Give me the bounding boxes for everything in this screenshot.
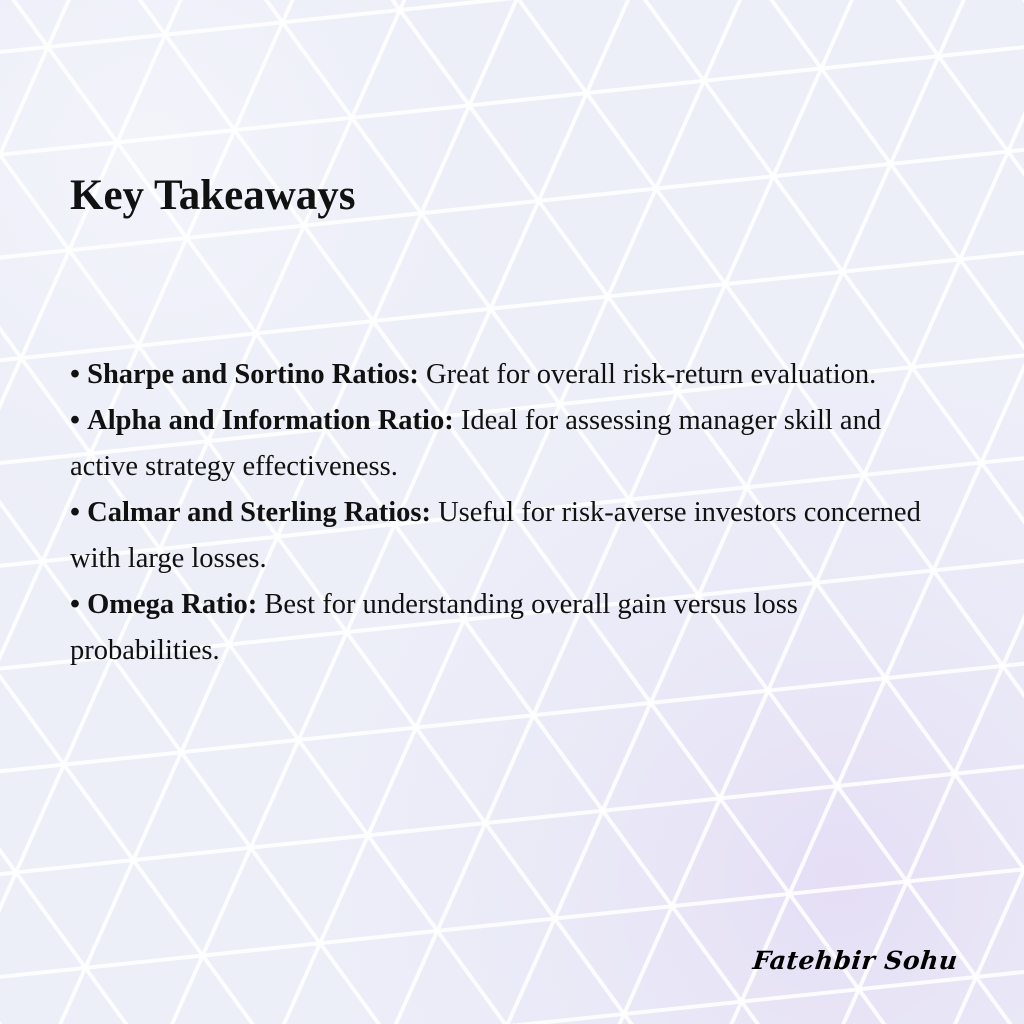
page-title: Key Takeaways — [70, 172, 356, 219]
takeaway-text: Useful for risk-averse investors concerned with large losses. — [70, 497, 921, 574]
takeaway-item — [70, 352, 950, 398]
takeaway-term: Omega Ratio: — [87, 589, 258, 620]
takeaway-bullet: • — [70, 359, 80, 390]
takeaway-bullet: • — [70, 497, 80, 528]
takeaway-term: Sharpe and Sortino Ratios: — [87, 359, 419, 390]
author-signature: Fatehbir Sohu — [751, 946, 960, 975]
takeaway-item — [70, 398, 950, 490]
takeaway-text: Best for understanding overall gain versus loss probabilities. — [70, 589, 798, 666]
takeaway-item — [70, 490, 950, 582]
takeaways-list — [70, 352, 950, 674]
takeaway-item — [70, 582, 950, 674]
takeaway-text: Great for overall risk-return evaluation. — [426, 359, 877, 390]
takeaway-term: Calmar and Sterling Ratios: — [87, 497, 431, 528]
takeaway-text: Ideal for assessing manager skill and active strategy effectiveness. — [70, 405, 882, 482]
takeaway-bullet: • — [70, 405, 80, 436]
takeaway-bullet: • — [70, 589, 80, 620]
takeaway-term: Alpha and Information Ratio: — [87, 405, 454, 436]
